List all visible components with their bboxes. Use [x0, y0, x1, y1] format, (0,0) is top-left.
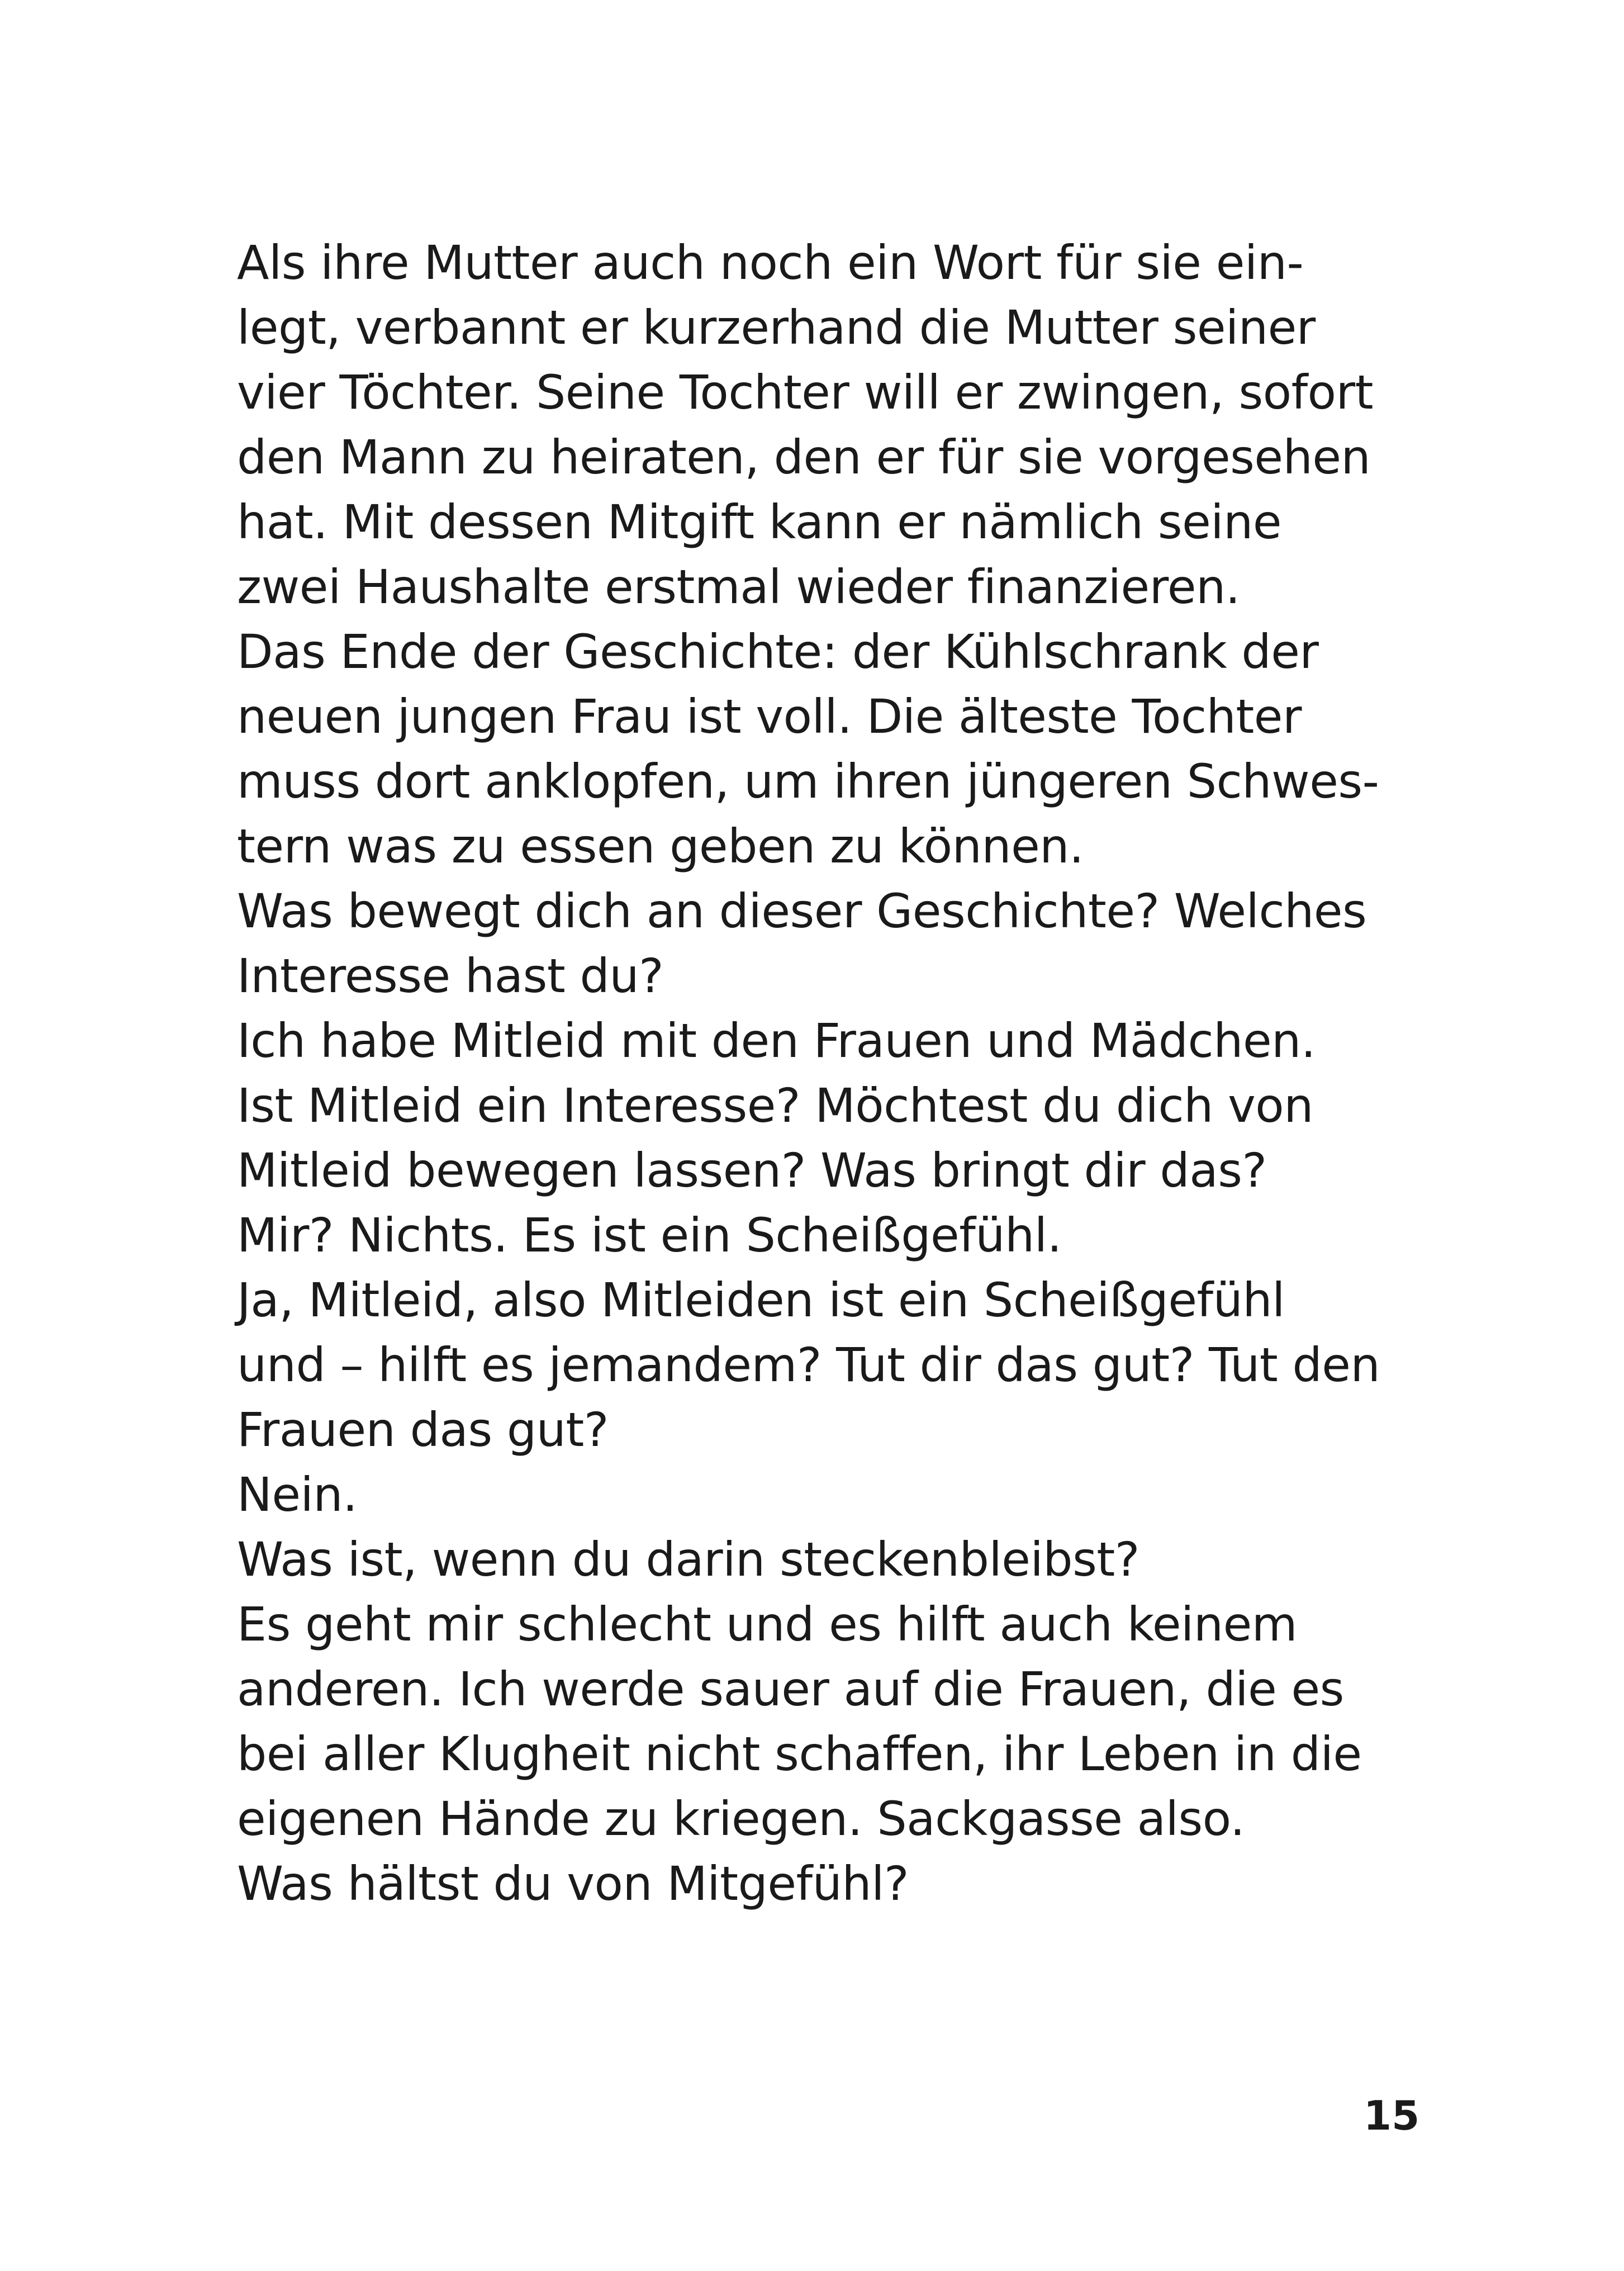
text-line: Ich habe Mitleid mit den Frauen und Mädchen.	[237, 1013, 1316, 1068]
text-line: vier Töchter. Seine Tochter will er zwingen, sofort	[237, 365, 1374, 420]
text-line: Was hältst du von Mitgefühl?	[237, 1856, 909, 1911]
text-line: tern was zu essen geben zu können.	[237, 819, 1084, 874]
text-line: den Mann zu heiraten, den er für sie vorgesehen	[237, 430, 1371, 485]
text-line: muss dort anklopfen, um ihren jüngeren Schwes-	[237, 754, 1379, 809]
page-number: 15	[1364, 2092, 1420, 2139]
text-line: eigenen Hände zu kriegen. Sackgasse also.	[237, 1791, 1245, 1846]
text-line: Als ihre Mutter auch noch ein Wort für sie ein-	[237, 235, 1304, 290]
text-line: Nein.	[237, 1467, 358, 1522]
text-line: legt, verbannt er kurzerhand die Mutter seiner	[237, 300, 1316, 355]
text-line: zwei Haushalte erstmal wieder finanzieren.	[237, 560, 1241, 614]
text-line: Was bewegt dich an dieser Geschichte? Welches	[237, 884, 1367, 938]
text-line: Frauen das gut?	[237, 1402, 609, 1457]
text-line: bei aller Klugheit nicht schaffen, ihr Leben in die	[237, 1727, 1362, 1781]
text-line: anderen. Ich werde sauer auf die Frauen, die es	[237, 1662, 1344, 1717]
text-line: Interesse hast du?	[237, 949, 664, 1003]
text-line: Ja, Mitleid, also Mitleiden ist ein Scheißgefühl	[237, 1273, 1285, 1327]
text-line: und – hilft es jemandem? Tut dir das gut? Tut den	[237, 1338, 1380, 1392]
text-line: Ist Mitleid ein Interesse? Möchtest du dich von	[237, 1078, 1313, 1133]
text-line: hat. Mit dessen Mitgift kann er nämlich seine	[237, 495, 1282, 549]
text-line: Was ist, wenn du darin steckenbleibst?	[237, 1532, 1139, 1587]
text-line: Mir? Nichts. Es ist ein Scheißgefühl.	[237, 1208, 1062, 1263]
body-text	[237, 230, 1380, 1916]
text-line: Es geht mir schlecht und es hilft auch keinem	[237, 1597, 1298, 1652]
text-line: neuen jungen Frau ist voll. Die älteste Tochter	[237, 689, 1302, 744]
text-line: Das Ende der Geschichte: der Kühlschrank der	[237, 624, 1319, 679]
text-line: Mitleid bewegen lassen? Was bringt dir das?	[237, 1143, 1267, 1198]
